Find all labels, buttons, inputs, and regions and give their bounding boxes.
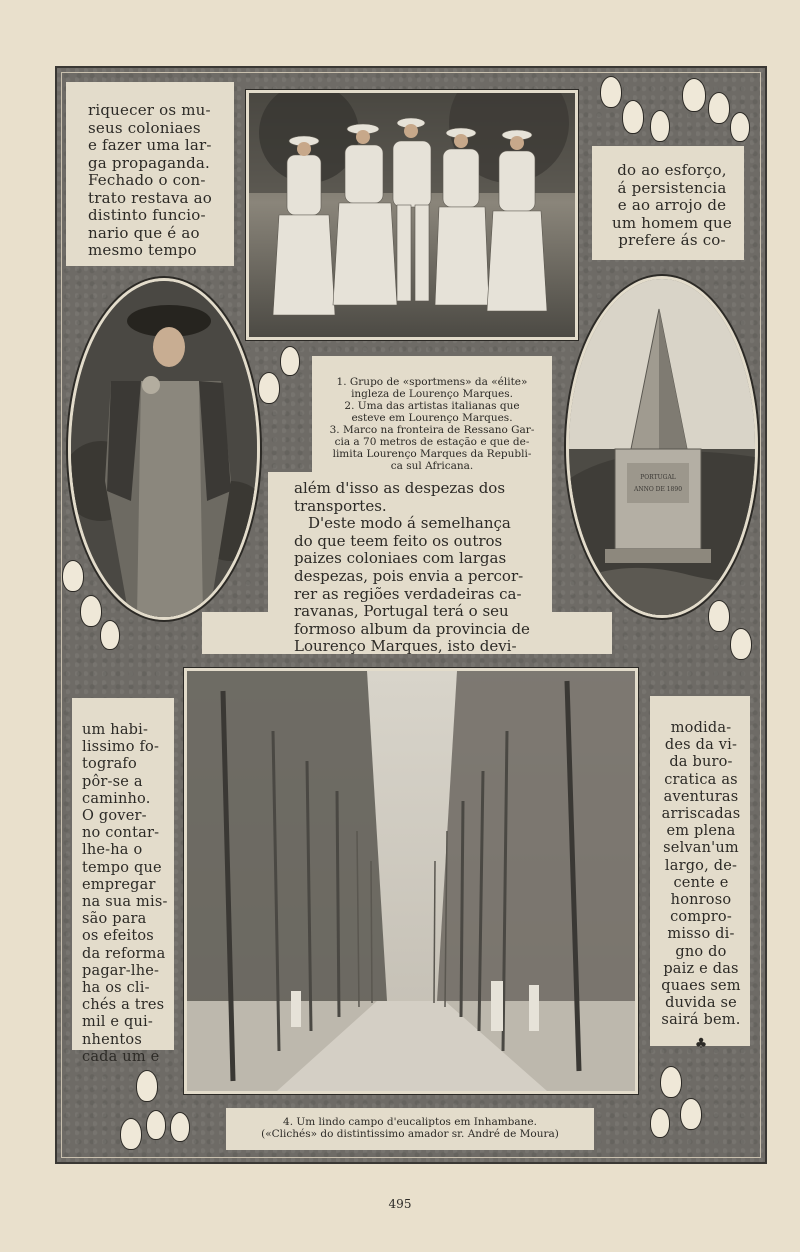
text-line: um homem que bbox=[612, 213, 732, 232]
text-line: paiz e das bbox=[663, 960, 739, 977]
text-line: prefere ás co- bbox=[618, 231, 726, 249]
text-line: nario que é ao bbox=[88, 223, 200, 242]
text-line: selvan'um bbox=[663, 840, 739, 857]
caption-line: 1. Grupo de «sportmens» da «élite» bbox=[336, 376, 528, 388]
caption-line: ca sul Africana. bbox=[390, 460, 474, 472]
text-line: des da vi- bbox=[664, 737, 738, 754]
text-line: são para bbox=[82, 911, 147, 928]
portrait-image bbox=[71, 281, 257, 617]
group-photo-image bbox=[249, 93, 575, 337]
text-line: caminho. bbox=[82, 790, 151, 807]
text-line: cada um e bbox=[82, 1048, 160, 1065]
text-line: ha os cli- bbox=[82, 980, 150, 997]
caption-line: esteve em Lourenço Marques. bbox=[351, 412, 513, 424]
text-line: do ao esforço, bbox=[617, 161, 727, 179]
text-line: além d'isso as despezas dos bbox=[294, 479, 506, 497]
monument-inscription-line: ANNO DE 1890 bbox=[633, 486, 683, 493]
fleuron-icon: ♣ bbox=[694, 1035, 708, 1052]
text-line: um habi- bbox=[82, 722, 149, 738]
caption-line: («Clichés» do distintissimo amador sr. André de Moura) bbox=[261, 1128, 559, 1140]
caption-line: 4. Um lindo campo d'eucaliptos em Inhambane. bbox=[283, 1116, 537, 1128]
text-line: quaes sem bbox=[661, 978, 741, 995]
text-line: largo, de- bbox=[664, 857, 738, 874]
text-line: gno do bbox=[675, 943, 727, 960]
text-line: O gover- bbox=[82, 808, 147, 825]
text-line: e ao arrojo de bbox=[617, 196, 727, 214]
center-paragraph bbox=[294, 480, 544, 656]
text-block-bottom-right bbox=[650, 696, 750, 1052]
text-line: empregar bbox=[82, 876, 156, 893]
text-line: chés a tres bbox=[82, 997, 165, 1014]
text-line: cratica as bbox=[664, 771, 738, 788]
monument-image bbox=[569, 279, 755, 615]
text-line: formoso album da provincia de bbox=[294, 619, 530, 638]
photo-eucalyptus-field bbox=[184, 668, 638, 1094]
text-line: tografo bbox=[82, 756, 137, 773]
text-line: Fechado o con- bbox=[88, 171, 206, 189]
text-line: á persistencia bbox=[617, 178, 727, 197]
text-line: os efeitos bbox=[82, 928, 154, 945]
page-number: 495 bbox=[388, 1197, 412, 1211]
text-line: riquecer os mu- bbox=[88, 101, 211, 119]
text-block-top-right bbox=[592, 146, 744, 260]
text-line: trato restava ao bbox=[88, 188, 213, 207]
text-line: seus coloniaes bbox=[88, 118, 201, 137]
captions-top bbox=[320, 376, 544, 472]
text-line: pôr-se a bbox=[82, 773, 143, 790]
text-line: da reforma bbox=[82, 945, 166, 962]
text-line: misso di- bbox=[667, 926, 735, 943]
text-line: sairá bem. bbox=[661, 1012, 741, 1029]
text-line: Lourenço Marques, isto devi- bbox=[294, 637, 517, 656]
text-line: no contar- bbox=[82, 825, 160, 842]
text-line: distinto funcio- bbox=[88, 206, 206, 224]
text-line: na sua mis- bbox=[82, 894, 168, 911]
text-line: ravanas, Portugal terá o seu bbox=[294, 602, 509, 621]
caption-bottom-box bbox=[226, 1108, 594, 1150]
text-line: do que teem feito os outros bbox=[294, 531, 503, 550]
text-line: lhe-ha o bbox=[82, 842, 143, 859]
text-line: tempo que bbox=[82, 859, 162, 876]
text-line: nhentos bbox=[82, 1031, 142, 1048]
text-line: e fazer uma lar- bbox=[88, 136, 212, 154]
text-line: ga propaganda. bbox=[88, 153, 210, 172]
photo-group-sportsmen bbox=[246, 90, 578, 340]
text-line: lissimo fo- bbox=[82, 739, 160, 756]
text-line: mesmo tempo bbox=[88, 241, 197, 259]
text-line: transportes. bbox=[294, 496, 387, 515]
caption-line: 3. Marco na fronteira de Ressano Gar- bbox=[329, 424, 535, 436]
text-line: pagar-lhe- bbox=[82, 962, 160, 979]
text-line: honroso bbox=[670, 892, 732, 909]
text-line: D'este modo á semelhança bbox=[308, 514, 511, 533]
text-line: rer as regiões verdadeiras ca- bbox=[294, 584, 522, 603]
text-line: compro- bbox=[670, 909, 732, 926]
text-line: despezas, pois envia a percor- bbox=[294, 566, 524, 585]
text-line: da buro- bbox=[669, 754, 733, 771]
photo-italian-artist bbox=[68, 278, 260, 620]
text-line: mil e qui- bbox=[82, 1014, 153, 1031]
caption-line: limita Lourenço Marques da Republi- bbox=[332, 448, 532, 460]
monument-inscription-line: PORTUGAL bbox=[640, 474, 676, 481]
text-line: aventuras bbox=[663, 788, 739, 805]
text-line: em plena bbox=[666, 823, 736, 840]
caption-line: ingleza de Lourenço Marques. bbox=[351, 388, 513, 400]
text-block-top-left bbox=[66, 82, 234, 266]
text-line: arriscadas bbox=[661, 806, 741, 823]
eucalyptus-avenue-image bbox=[187, 671, 635, 1091]
text-block-bottom-left bbox=[72, 698, 174, 1065]
photo-border-marker bbox=[566, 276, 758, 618]
text-line: modida- bbox=[670, 720, 732, 736]
text-block-center bbox=[312, 356, 552, 472]
caption-line: 2. Uma das artistas italianas que bbox=[344, 400, 520, 412]
caption-line: cia a 70 metros de estação e que de- bbox=[334, 436, 530, 448]
text-line: cente e bbox=[673, 874, 729, 891]
text-line: duvida se bbox=[665, 995, 737, 1012]
text-line: paizes coloniaes com largas bbox=[294, 549, 507, 568]
